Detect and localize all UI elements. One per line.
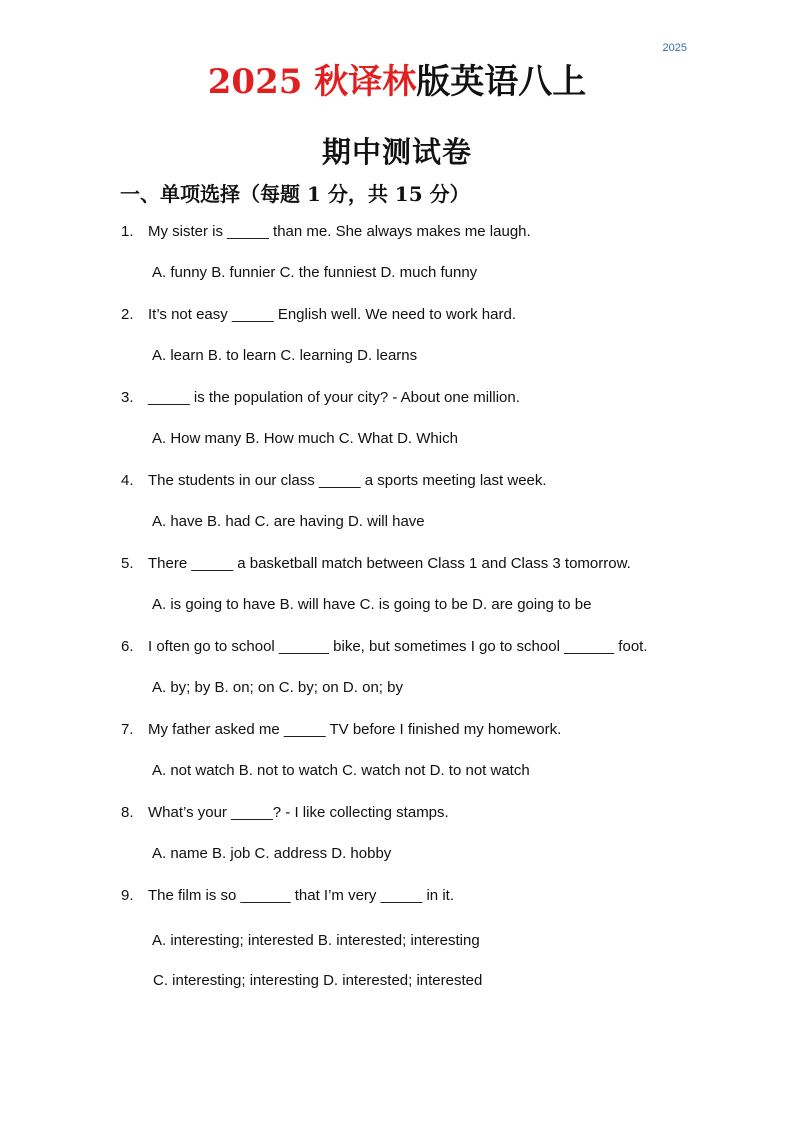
question-text: What’s your _____? - I like collecting stamps. <box>148 803 449 821</box>
question-stem <box>121 546 721 580</box>
question-text: My sister is _____ than me. She always makes me laugh. <box>148 222 531 240</box>
question-item <box>121 380 721 463</box>
question-item <box>121 795 721 878</box>
question-text: My father asked me _____ TV before I finished my homework. <box>148 720 562 738</box>
question-text: There _____ a basketball match between Class 1 and Class 3 tomorrow. <box>148 554 631 572</box>
question-item <box>121 214 721 297</box>
page-subtitle: 期中测试卷 <box>321 135 472 169</box>
question-stem <box>121 629 721 663</box>
question-options: A. interesting; interested B. interested; interesting <box>152 931 480 949</box>
question-item <box>121 546 721 629</box>
question-item <box>121 712 721 795</box>
question-item <box>121 878 721 998</box>
question-stem <box>121 380 721 414</box>
question-number: 6. <box>121 637 134 655</box>
question-number: 5. <box>121 554 134 572</box>
question-text: The film is so ______ that I’m very _____ in it. <box>148 886 454 904</box>
question-stem <box>121 712 721 746</box>
question-options: A. have B. had C. are having D. will have <box>152 513 425 530</box>
question-options: A. is going to have B. will have C. is going to be D. are going to be <box>152 596 592 613</box>
question-number: 9. <box>121 886 134 904</box>
question-options: A. funny B. funnier C. the funniest D. much funny <box>152 264 478 281</box>
page-title <box>0 58 794 106</box>
question-item <box>121 463 721 546</box>
question-stem <box>121 878 721 912</box>
question-number: 1. <box>121 222 134 240</box>
question-list <box>121 214 721 998</box>
question-stem <box>121 297 721 331</box>
header-year-tag: 2025 <box>662 42 687 54</box>
question-stem <box>121 214 721 248</box>
question-item <box>121 629 721 712</box>
question-text: It’s not easy _____ English well. We need to work hard. <box>148 305 516 323</box>
question-number: 8. <box>121 803 134 821</box>
question-item <box>121 297 721 380</box>
question-options: C. interesting; interesting D. interested; interested <box>153 971 483 989</box>
question-number: 7. <box>121 720 134 738</box>
question-number: 2. <box>121 305 134 323</box>
question-stem <box>121 795 721 829</box>
question-options: A. How many B. How much C. What D. Which <box>152 430 458 447</box>
title-red-part: 2025 秋译林 <box>207 62 417 102</box>
question-options: A. learn B. to learn C. learning D. learns <box>152 347 418 364</box>
question-options: A. by; by B. on; on C. by; on D. on; by <box>152 679 403 696</box>
question-text: I often go to school ______ bike, but sometimes I go to school ______ foot. <box>148 637 648 655</box>
title-black-part: 版英语八上 <box>416 62 587 102</box>
section-heading: 一、单项选择（每题 1 分，共 15 分） <box>120 182 470 206</box>
question-text: The students in our class _____ a sports meeting last week. <box>148 471 547 489</box>
question-text: _____ is the population of your city? - About one million. <box>148 388 520 406</box>
question-options: A. not watch B. not to watch C. watch not D. to not watch <box>152 762 530 779</box>
question-number: 3. <box>121 388 134 406</box>
question-stem <box>121 463 721 497</box>
question-options: A. name B. job C. address D. hobby <box>152 845 392 862</box>
question-number: 4. <box>121 471 134 489</box>
